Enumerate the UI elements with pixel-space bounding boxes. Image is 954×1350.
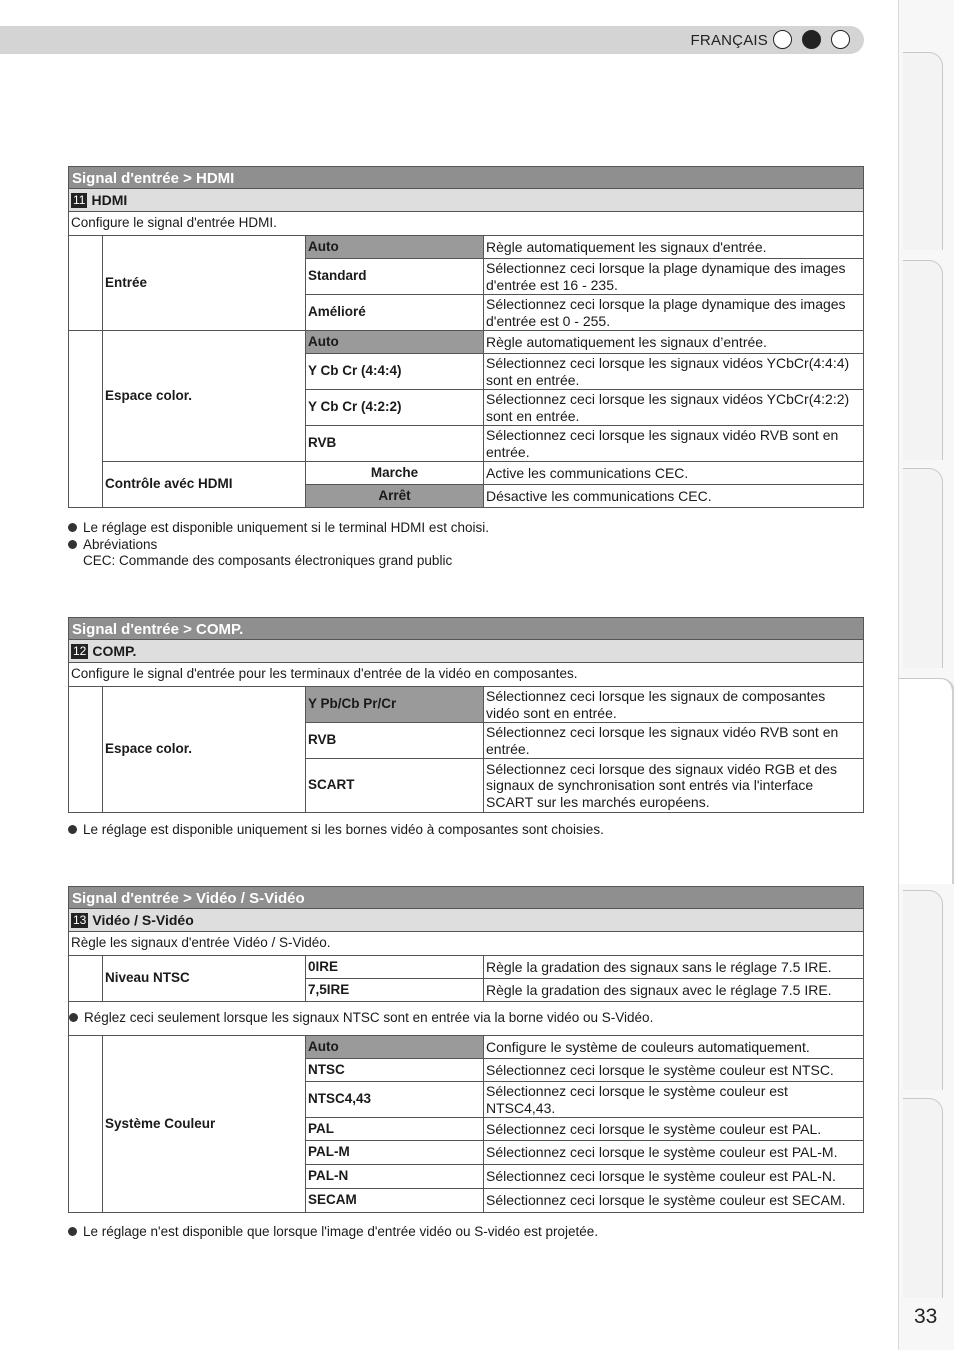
note-text: Le réglage est disponible uniquement si le terminal HDMI est choisi. [83,520,489,535]
indent-cell [69,1036,103,1213]
section-title: Signal d'entrée > Vidéo / S-Vidéo [68,886,864,909]
circle-icon [831,30,850,49]
note-text: CEC: Commande des composants électroniques grand public [83,553,453,568]
hdmi-notes [68,520,489,570]
language-label: FRANÇAIS [690,32,768,49]
circle-icon [773,30,792,49]
option-description: Sélectionnez ceci lorsque le système couleur est NTSC4,43. [484,1082,864,1118]
option-pal[interactable]: PAL [306,1118,484,1141]
video-settings-table [68,955,864,1213]
note-item [68,1224,598,1241]
option-75ire[interactable]: 7,5IRE [306,979,484,1002]
ntsc-note-row [69,1002,864,1036]
option-description: Sélectionnez ceci lorsque le système couleur est PAL-N. [484,1165,864,1189]
option-ycbcr444[interactable]: Y Cb Cr (4:4:4) [306,354,484,390]
setting-label: Système Couleur [103,1036,306,1213]
section-description: Configure le signal d'entrée HDMI. [68,212,864,235]
video-section [68,886,864,1213]
subtitle-text: HDMI [91,192,128,208]
setting-label: Espace color. [103,331,306,462]
header-bar [0,26,864,54]
option-scart[interactable]: SCART [306,759,484,813]
option-rvb[interactable]: RVB [306,426,484,462]
chapter-tab[interactable] [903,260,943,460]
option-ntsc[interactable]: NTSC [306,1059,484,1082]
item-number-badge: 11 [73,193,86,207]
filled-circle-icon [802,30,821,49]
option-ntsc443[interactable]: NTSC4,43 [306,1082,484,1118]
note-text: Le réglage n'est disponible que lorsque l'image d'entrée vidéo ou S-vidéo est projetée. [83,1224,599,1239]
note-text: Réglez ceci seulement lorsque les signaux NTSC sont en entrée via la borne vidéo ou S-Vidéo. [84,1010,654,1026]
option-description: Sélectionnez ceci lorsque les signaux vidéo RVB sont en entrée. [484,723,864,759]
option-description: Sélectionnez ceci lorsque les signaux vidéos YCbCr(4:2:2) sont en entrée. [484,390,864,426]
option-description: Règle la gradation des signaux avec le réglage 7.5 IRE. [484,979,864,1002]
option-description: Règle automatiquement les signaux d’entrée. [484,331,864,354]
bullet-icon [68,825,77,834]
chapter-tab[interactable] [903,1098,943,1298]
option-pal-m[interactable]: PAL-M [306,1141,484,1165]
note-text: Abréviations [83,536,158,552]
bullet-icon [68,1227,77,1236]
option-description: Sélectionnez ceci lorsque le système couleur est PAL-M. [484,1141,864,1165]
option-ameliore[interactable]: Amélioré [306,295,484,331]
section-description: Configure le signal d'entrée pour les terminaux d'entrée de la vidéo en composantes. [68,663,864,686]
note-item [68,537,489,554]
indent-cell [69,687,103,813]
note-item [68,822,604,839]
indent-cell [69,236,103,331]
option-pal-n[interactable]: PAL-N [306,1165,484,1189]
bullet-icon [69,1013,78,1022]
option-description: Sélectionnez ceci lorsque les signaux de composantes vidéo sont en entrée. [484,687,864,723]
setting-label: Niveau NTSC [103,956,306,1002]
option-secam[interactable]: SECAM [306,1189,484,1213]
option-description: Sélectionnez ceci lorsque le système couleur est SECAM. [484,1189,864,1213]
bullet-icon [68,523,77,532]
subtitle-text: COMP. [92,643,137,659]
section-title: Signal d'entrée > HDMI [68,166,864,189]
option-auto[interactable]: Auto [306,1036,484,1059]
option-ycbcr422[interactable]: Y Cb Cr (4:2:2) [306,390,484,426]
option-description: Règle automatiquement les signaux d'entrée. [484,236,864,259]
option-marche[interactable]: Marche [306,462,484,485]
item-number-badge: 13 [73,913,87,927]
indent-cell [69,331,103,508]
option-description: Sélectionnez ceci lorsque des signaux vidéo RGB et des signaux de synchronisation sont entrés via l'interface SCART sur les marchés européens. [484,759,864,813]
option-auto[interactable]: Auto [306,236,484,259]
page-number: 33 [914,1305,938,1328]
indent-cell [69,956,103,1002]
setting-label: Espace color. [103,687,306,813]
section-subtitle [68,189,864,212]
option-0ire[interactable]: 0IRE [306,956,484,979]
hdmi-settings-table [68,235,864,508]
option-description: Sélectionnez ceci lorsque les signaux vidéos YCbCr(4:4:4) sont en entrée. [484,354,864,390]
option-auto[interactable]: Auto [306,331,484,354]
option-standard[interactable]: Standard [306,259,484,295]
setting-label: Entrée [103,236,306,331]
comp-settings-table [68,686,864,813]
option-description: Règle la gradation des signaux sans le réglage 7.5 IRE. [484,956,864,979]
option-arret[interactable]: Arrêt [306,485,484,508]
chapter-tabs [898,0,954,1350]
option-description: Sélectionnez ceci lorsque la plage dynamique des images d'entrée est 16 - 235. [484,259,864,295]
video-notes [68,1224,598,1241]
option-rvb[interactable]: RVB [306,723,484,759]
option-description: Sélectionnez ceci lorsque le système couleur est PAL. [484,1118,864,1141]
item-number-badge: 12 [73,644,87,658]
comp-section [68,617,864,813]
option-description: Configure le système de couleurs automatiquement. [484,1036,864,1059]
chapter-tab-active[interactable] [899,678,954,884]
chapter-tab[interactable] [903,52,943,250]
hdmi-section [68,166,864,508]
subtitle-text: Vidéo / S-Vidéo [92,912,194,928]
chapter-tab[interactable] [903,468,943,668]
option-description: Active les communications CEC. [484,462,864,485]
note-text: Le réglage est disponible uniquement si les bornes vidéo à composantes sont choisies. [83,822,604,837]
setting-label: Contrôle avéc HDMI [103,462,306,508]
option-description: Sélectionnez ceci lorsque la plage dynamique des images d'entrée est 0 - 255. [484,295,864,331]
option-description: Sélectionnez ceci lorsque le système couleur est NTSC. [484,1059,864,1082]
section-description: Règle les signaux d'entrée Vidéo / S-Vidéo. [68,932,864,955]
option-description: Désactive les communications CEC. [484,485,864,508]
section-subtitle [68,909,864,932]
comp-notes [68,822,604,839]
bullet-icon [68,540,77,549]
section-subtitle [68,640,864,663]
chapter-tab[interactable] [903,890,943,1090]
note-item [68,520,489,537]
option-description: Sélectionnez ceci lorsque les signaux vidéo RVB sont en entrée. [484,426,864,462]
section-title: Signal d'entrée > COMP. [68,617,864,640]
option-ypbpr[interactable]: Y Pb/Cb Pr/Cr [306,687,484,723]
